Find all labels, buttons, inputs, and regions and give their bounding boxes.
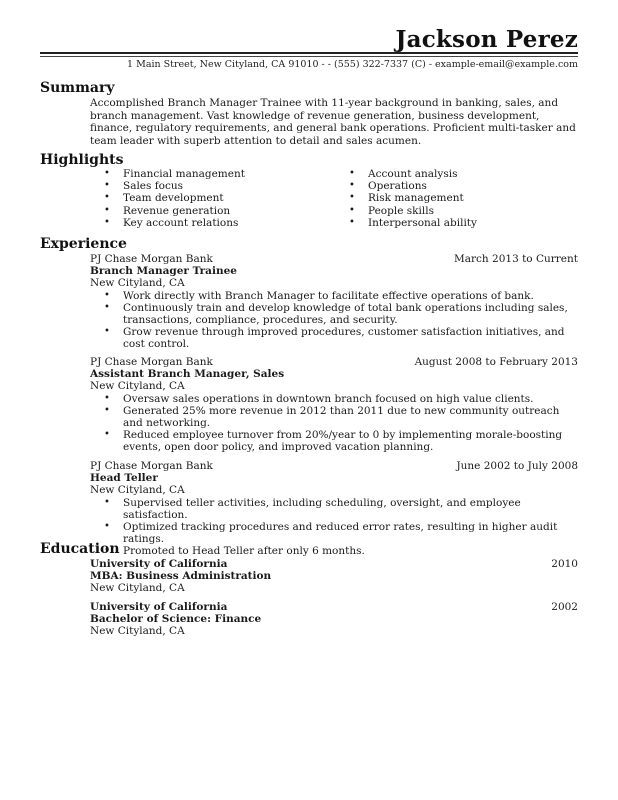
edu-location: New Cityland, CA xyxy=(90,625,185,638)
job-location: New Cityland, CA xyxy=(90,484,185,497)
highlight-item: • Sales focus xyxy=(90,180,335,192)
header-rule-thin xyxy=(40,56,578,57)
highlight-item: • Account analysis xyxy=(335,168,580,180)
job-title: Head Teller xyxy=(90,472,158,485)
highlight-item: • Financial management xyxy=(90,168,335,180)
edu-degree: MBA: Business Administration xyxy=(90,570,272,583)
highlight-item: • People skills xyxy=(335,205,580,217)
edu-school: University of California xyxy=(90,558,228,570)
job-entry-3 xyxy=(90,460,578,558)
edu-year: 2002 xyxy=(551,601,578,613)
highlight-item: • Team development xyxy=(90,192,335,204)
highlight-item: • Key account relations xyxy=(90,217,335,229)
job-bullet: • Generated 25% more revenue in 2012 than 2011 due to new community outreach and networking. xyxy=(90,405,578,429)
summary-text: Accomplished Branch Manager Trainee with 11-year background in banking, sales, and branch management. Vast knowledge of revenue generation, business development, finance, regulatory requirements, and general bank operations. Proficient multi-tasker and team leader with superb attention to detail and sales acumen. xyxy=(90,97,576,147)
edu-year: 2010 xyxy=(551,558,578,570)
education-entry-2 xyxy=(90,601,578,638)
job-bullet: • Reduced employee turnover from 20%/year to 0 by implementing morale-boosting events, open door policy, and improved vacation planning. xyxy=(90,429,578,453)
highlights-left-column xyxy=(90,168,335,229)
summary-section xyxy=(90,97,578,147)
job-company: PJ Chase Morgan Bank xyxy=(90,356,213,368)
job-dates: March 2013 to Current xyxy=(454,253,578,265)
experience-heading: Experience xyxy=(40,236,127,252)
highlights-heading: Highlights xyxy=(40,152,124,168)
edu-school: University of California xyxy=(90,601,228,613)
candidate-name: Jackson Perez xyxy=(395,26,578,53)
job-company: PJ Chase Morgan Bank xyxy=(90,460,213,472)
job-entry-2 xyxy=(90,356,578,454)
job-bullet: • Promoted to Head Teller after only 6 months. xyxy=(90,545,578,557)
edu-location: New Cityland, CA xyxy=(90,582,185,595)
highlight-item: • Operations xyxy=(335,180,580,192)
job-bullet: • Optimized tracking procedures and reduced error rates, resulting in higher audit ratings. xyxy=(90,521,578,545)
job-bullets xyxy=(90,290,578,351)
job-title: Assistant Branch Manager, Sales xyxy=(90,368,285,381)
highlight-item: • Interpersonal ability xyxy=(335,217,580,229)
job-bullet: • Oversaw sales operations in downtown branch focused on high value clients. xyxy=(90,393,578,405)
education-heading: Education xyxy=(40,541,120,557)
job-bullet: • Supervised teller activities, including scheduling, oversight, and employee satisfaction. xyxy=(90,497,578,521)
job-bullet: • Work directly with Branch Manager to facilitate effective operations of bank. xyxy=(90,290,578,302)
highlights-list xyxy=(90,168,580,229)
job-bullets xyxy=(90,393,578,454)
contact-line: 1 Main Street, New Cityland, CA 91010 - - (555) 322-7337 (C) - example-email@example.com xyxy=(127,59,578,70)
job-location: New Cityland, CA xyxy=(90,277,185,290)
job-location: New Cityland, CA xyxy=(90,380,185,393)
job-company: PJ Chase Morgan Bank xyxy=(90,253,213,265)
job-bullets xyxy=(90,497,578,558)
job-entry-1 xyxy=(90,253,578,351)
job-bullet: • Grow revenue through improved procedures, customer satisfaction initiatives, and cost control. xyxy=(90,326,578,350)
job-title: Branch Manager Trainee xyxy=(90,265,237,278)
header-rule-thick xyxy=(40,52,578,54)
job-dates: June 2002 to July 2008 xyxy=(456,460,578,472)
education-entry-1 xyxy=(90,558,578,595)
highlight-item: • Revenue generation xyxy=(90,205,335,217)
highlights-right-column xyxy=(335,168,580,229)
job-bullet: • Continuously train and develop knowledge of total bank operations including sales, transactions, compliance, procedures, and security. xyxy=(90,302,578,326)
edu-degree: Bachelor of Science: Finance xyxy=(90,613,262,626)
highlight-item: • Risk management xyxy=(335,192,580,204)
summary-heading: Summary xyxy=(40,80,115,96)
job-dates: August 2008 to February 2013 xyxy=(414,356,578,368)
